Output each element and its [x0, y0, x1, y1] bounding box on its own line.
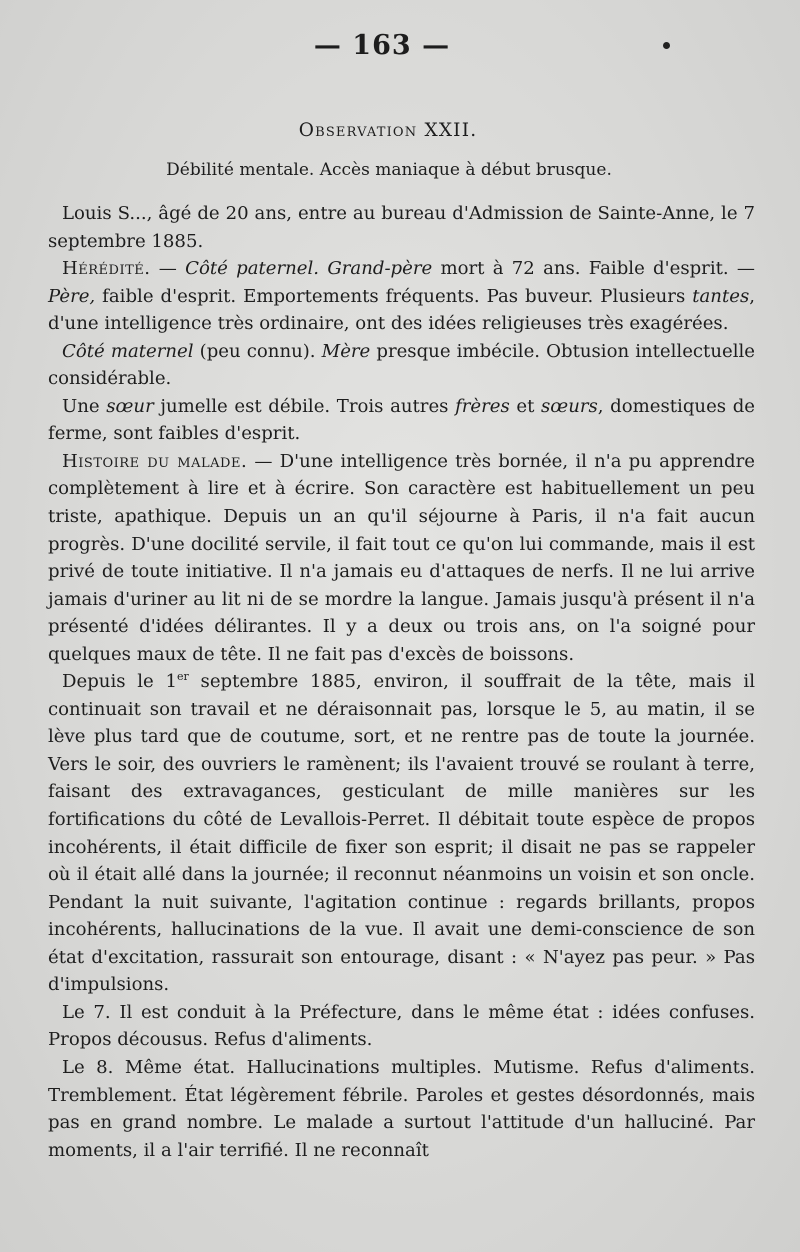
page-number: — 163 — [313, 30, 451, 61]
paragraph-day-8: Le 8. Même état. Hallucinations multiples. Mutisme. Refus d'aliments. Tremblement. État légèrement fébrile. Paroles et gestes désordonnés, mais pas en grand nombre. Le malade a surtout l'attitude d'un halluciné. Par moments, il a l'air terrifié. Il ne reconnaît [48, 1056, 755, 1161]
paragraph-admission: Louis S..., âgé de 20 ans, entre au bureau d'Admission de Sainte-Anne, le 7 septembre 1885. [48, 203, 755, 252]
paragraph-onset: Depuis le 1er septembre 1885, environ, il souffrait de la tête, mais il continuait son travail et ne déraisonnait pas, lorsque le 5, au matin, il se lève plus tard que de coutume, sort, et ne rentre pas de toute la journée. Vers le soir, des ouvriers le ramènent; ils l'avaient trouvé se roulant à terre, faisant des extravagances, gesticulant de mille manières sur les fortifications du côté de Levallois-Perret. Il débitait toute espèce de propos incohérents, il était difficile de fixer son esprit; il disait ne pas se rappeler où il était allé dans la journée; il reconnut néanmoins un voisin et son oncle. Pendant la nuit suivante, l'agitation continue : regards brillants, propos incohérents, hallucinations de la vue. Il avait une demi-conscience de son état d'excitation, rassurait son entourage, disant : « N'ayez pas peur. » Pas d'impulsions. [48, 670, 755, 996]
paragraph-maternal-side: Côté maternel (peu connu). Mère presque imbécile. Obtusion intellectuelle considérable. [48, 340, 755, 390]
ink-speck [663, 42, 670, 49]
observation-title: Observation XXII. [298, 120, 478, 141]
paragraph-siblings: Une sœur jumelle est débile. Trois autres frères et sœurs, domestiques de ferme, sont faibles d'esprit. [48, 395, 755, 445]
observation-subtitle: Débilité mentale. Accès maniaque à début brusque. [166, 160, 612, 180]
section-heading-history: Histoire du malade. [62, 450, 248, 472]
section-heading-heredity: Hérédité. [62, 258, 151, 280]
body-text [48, 200, 755, 1164]
paragraph-patient-history: Histoire du malade. — D'une intelligence très bornée, il n'a pu apprendre complètement à lire et à écrire. Son caractère est habituellement un peu triste, apathique. Depuis un an qu'il séjourne à Paris, il n'a fait aucun progrès. D'une docilité servile, il fait tout ce qu'on lui commande, mais il est privé de toute initiative. Il n'a jamais eu d'attaques de nerfs. Il ne lui arrive jamais d'uriner au lit ni de se mordre la langue. Jamais jusqu'à présent il n'a présenté d'idées délirantes. Il y a deux ou trois ans, on l'a soigné pour quelques maux de tête. Il ne fait pas d'excès de boissons. [48, 450, 755, 665]
paragraph-heredity: Hérédité. — Côté paternel. Grand-père mort à 72 ans. Faible d'esprit. — Père, faible d'esprit. Emportements fréquents. Pas buveur. Plusieurs tantes, d'une intelligence très ordinaire, ont des idées religieuses très exagérées. [48, 258, 755, 335]
paragraph-day-7: Le 7. Il est conduit à la Préfecture, dans le même état : idées confuses. Propos décousus. Refus d'aliments. [48, 1001, 755, 1051]
